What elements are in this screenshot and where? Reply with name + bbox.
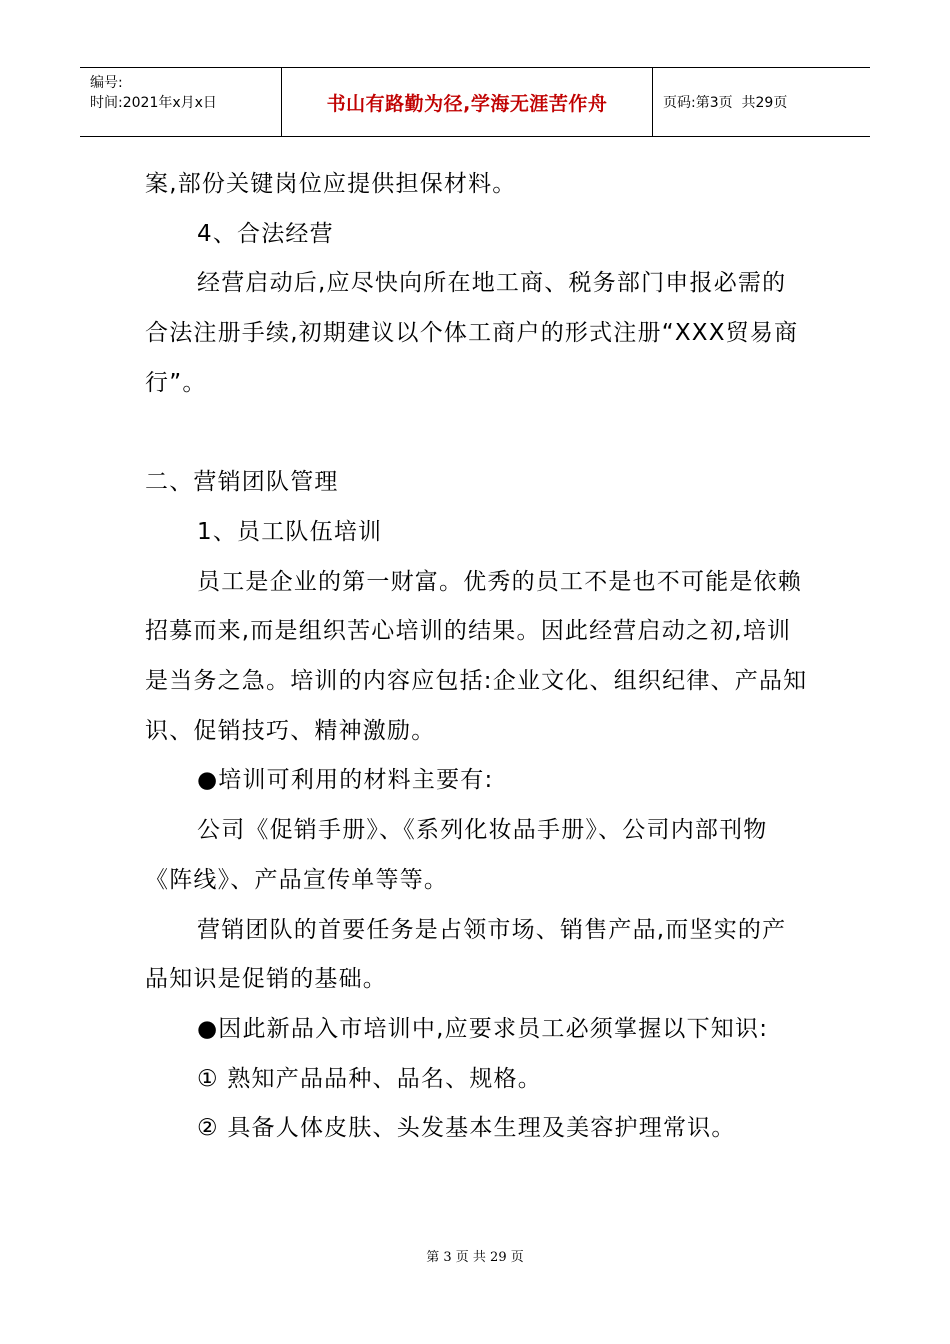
paragraph-registration: 经营启动后,应尽快向所在地工商、税务部门申报必需的合法注册手续,初期建议以个体工商户的形式注册“XXX贸易商行”。: [145, 270, 799, 396]
circled-one-icon: ①: [197, 1065, 219, 1092]
header-motto: 书山有路勤为径,学海无涯苦作舟: [282, 68, 653, 136]
header-page-number: 页码:第3页 共29页: [663, 95, 788, 111]
bullet-icon: ●: [197, 1015, 219, 1042]
chapter-heading-team: 二、营销团队管理: [145, 469, 339, 496]
document-time: 时间:2021年x月x日: [90, 95, 217, 111]
page-footer: [0, 1246, 950, 1265]
list-item-2-text: 具备人体皮肤、头发基本生理及美容护理常识。: [227, 1115, 736, 1142]
bullet-knowledge-text: 因此新品入市培训中,应要求员工必须掌握以下知识:: [218, 1015, 769, 1042]
paragraph-manuals: 公司《促销手册》、《系列化妆品手册》、公司内部刊物《阵线》、产品宣传单等等。: [145, 817, 768, 893]
document-body: [145, 160, 810, 1154]
circled-two-icon: ②: [197, 1115, 219, 1142]
blank-line: [145, 409, 810, 459]
section-heading-training: 1、员工队伍培训: [197, 518, 383, 545]
header-meta-cell: [80, 68, 282, 136]
list-item-1: [145, 1055, 810, 1105]
paragraph-employees: 员工是企业的第一财富。优秀的员工不是也不可能是依赖招募而来,而是组织苦心培训的结果。因此经营启动之初,培训是当务之急。培训的内容应包括:企业文化、组织纪律、产品知识、促销技巧、精神激励。: [145, 568, 808, 744]
list-item-1-text: 熟知产品品种、品名、规格。: [227, 1065, 542, 1092]
list-item-2: [145, 1104, 810, 1154]
document-code: 编号:: [90, 75, 123, 91]
bullet-materials: [145, 756, 810, 806]
paragraph-team-task: 营销团队的首要任务是占领市场、销售产品,而坚实的产品知识是促销的基础。: [145, 916, 787, 993]
footer-page-number: 第 3 页 共 29 页: [426, 1250, 524, 1265]
page-header: [80, 67, 870, 137]
header-page-cell: [653, 68, 870, 136]
bullet-icon: ●: [197, 767, 219, 794]
bullet-materials-text: 培训可利用的材料主要有:: [218, 767, 494, 794]
bullet-knowledge: [145, 1005, 810, 1055]
section-heading-legal: 4、合法经营: [197, 220, 334, 247]
paragraph-guarantee: 案,部份关键岗位应提供担保材料。: [145, 171, 517, 197]
